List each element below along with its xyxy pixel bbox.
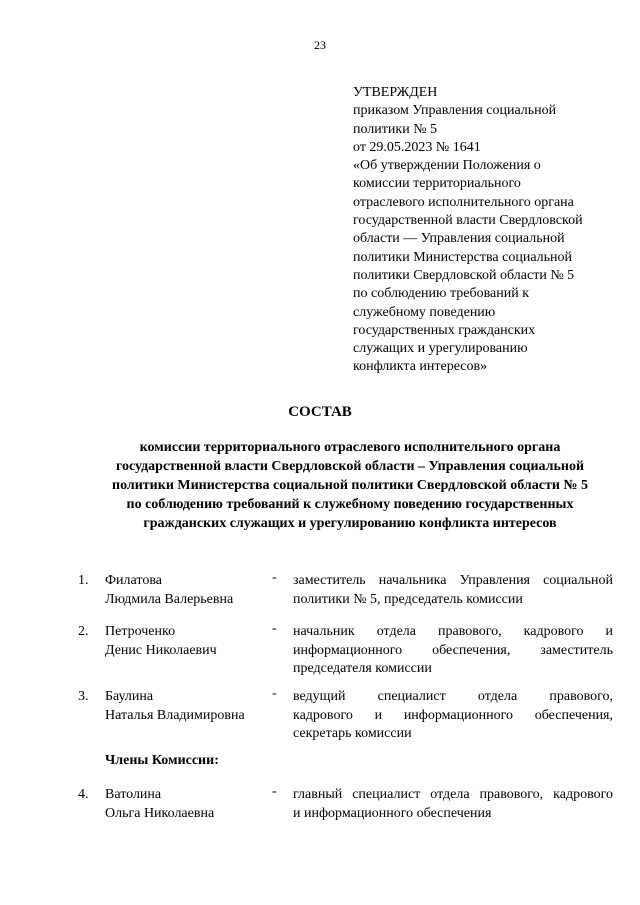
member-role [293,688,613,744]
member-role-line: кадрового и информационного обеспечения, [293,707,613,723]
approval-line: комиссии территориального [353,176,521,192]
member-given-names: Денис Николаевич [105,642,217,658]
approval-stamp [353,84,603,377]
approval-line: конфликта интересов» [353,359,488,375]
member-role [293,786,613,823]
member-surname: Ватолина [105,787,162,802]
member-given-names: Ольга Николаевна [105,805,215,821]
member-number: 1. [78,573,89,588]
approval-line: отраслевого исполнительного органа [353,194,574,210]
approval-line: политики Свердловской области № 5 [353,267,575,283]
subtitle-line: политики Министерства социальной политики Свердловской области № 5 [112,478,588,493]
approval-line: государственной власти Свердловской [353,213,583,229]
approval-line: служащих и урегулированию [353,341,528,357]
page-number: 23 [314,38,326,52]
subtitle-line: комиссии территориального отраслевого исполнительного органа [139,440,561,455]
member-surname: Филатова [105,573,162,588]
member-role-line: председателя комиссии [293,661,432,676]
member-dash: - [272,621,277,636]
approval-line: области — Управления социальной [353,231,565,247]
member-role-line: секретарь комиссии [293,726,412,741]
member-number: 3. [78,689,89,704]
member-name [105,688,275,725]
member-role-line: информационного обеспечения, заместитель [293,642,613,658]
document-subtitle [80,438,620,533]
subtitle-line: гражданских служащих и урегулированию конфликта интересов [143,516,557,531]
member-name [105,786,275,823]
member-number: 4. [78,787,89,802]
member-given-names: Людмила Валерьевна [105,591,234,607]
member-role [293,572,613,609]
approval-line: служебному поведению [353,304,496,320]
approval-line: государственных гражданских [353,322,536,338]
member-role [293,623,613,679]
member-surname: Баулина [105,689,154,704]
member-given-names: Наталья Владимировна [105,707,245,723]
member-role-line: и информационного обеспечения [293,805,492,821]
member-role-line: политики № 5, председатель комиссии [293,591,523,607]
member-dash: - [272,784,277,799]
member-role-line: главный специалист отдела правового, кадрового [293,787,613,802]
approval-line: по соблюдению требований к [353,286,530,302]
member-surname: Петроченко [105,624,176,639]
subtitle-line: государственной власти Свердловской области – Управления социальной [115,459,585,474]
document-title: СОСТАВ [288,404,352,420]
member-number: 2. [78,624,89,639]
approval-line: от 29.05.2023 № 1641 [353,139,481,155]
member-role-line: ведущий специалист отдела правового, [293,689,613,704]
approval-line: УТВЕРЖДЕН [353,85,438,100]
member-name [105,572,275,609]
approval-line: политики № 5 [353,121,438,137]
approval-line: политики Министерства социальной [353,249,573,265]
member-name [105,623,275,660]
member-dash: - [272,686,277,701]
approval-line: «Об утверждении Положения о [353,158,541,174]
subtitle-line: по соблюдению требований к служебному поведению государственных [126,497,574,512]
member-role-line: заместитель начальника Управления социальной [293,573,613,588]
approval-line: приказом Управления социальной [353,103,557,119]
member-role-line: начальник отдела правового, кадрового и [293,624,613,639]
members-heading: Члены Комиссии: [105,753,219,768]
member-dash: - [272,570,277,585]
